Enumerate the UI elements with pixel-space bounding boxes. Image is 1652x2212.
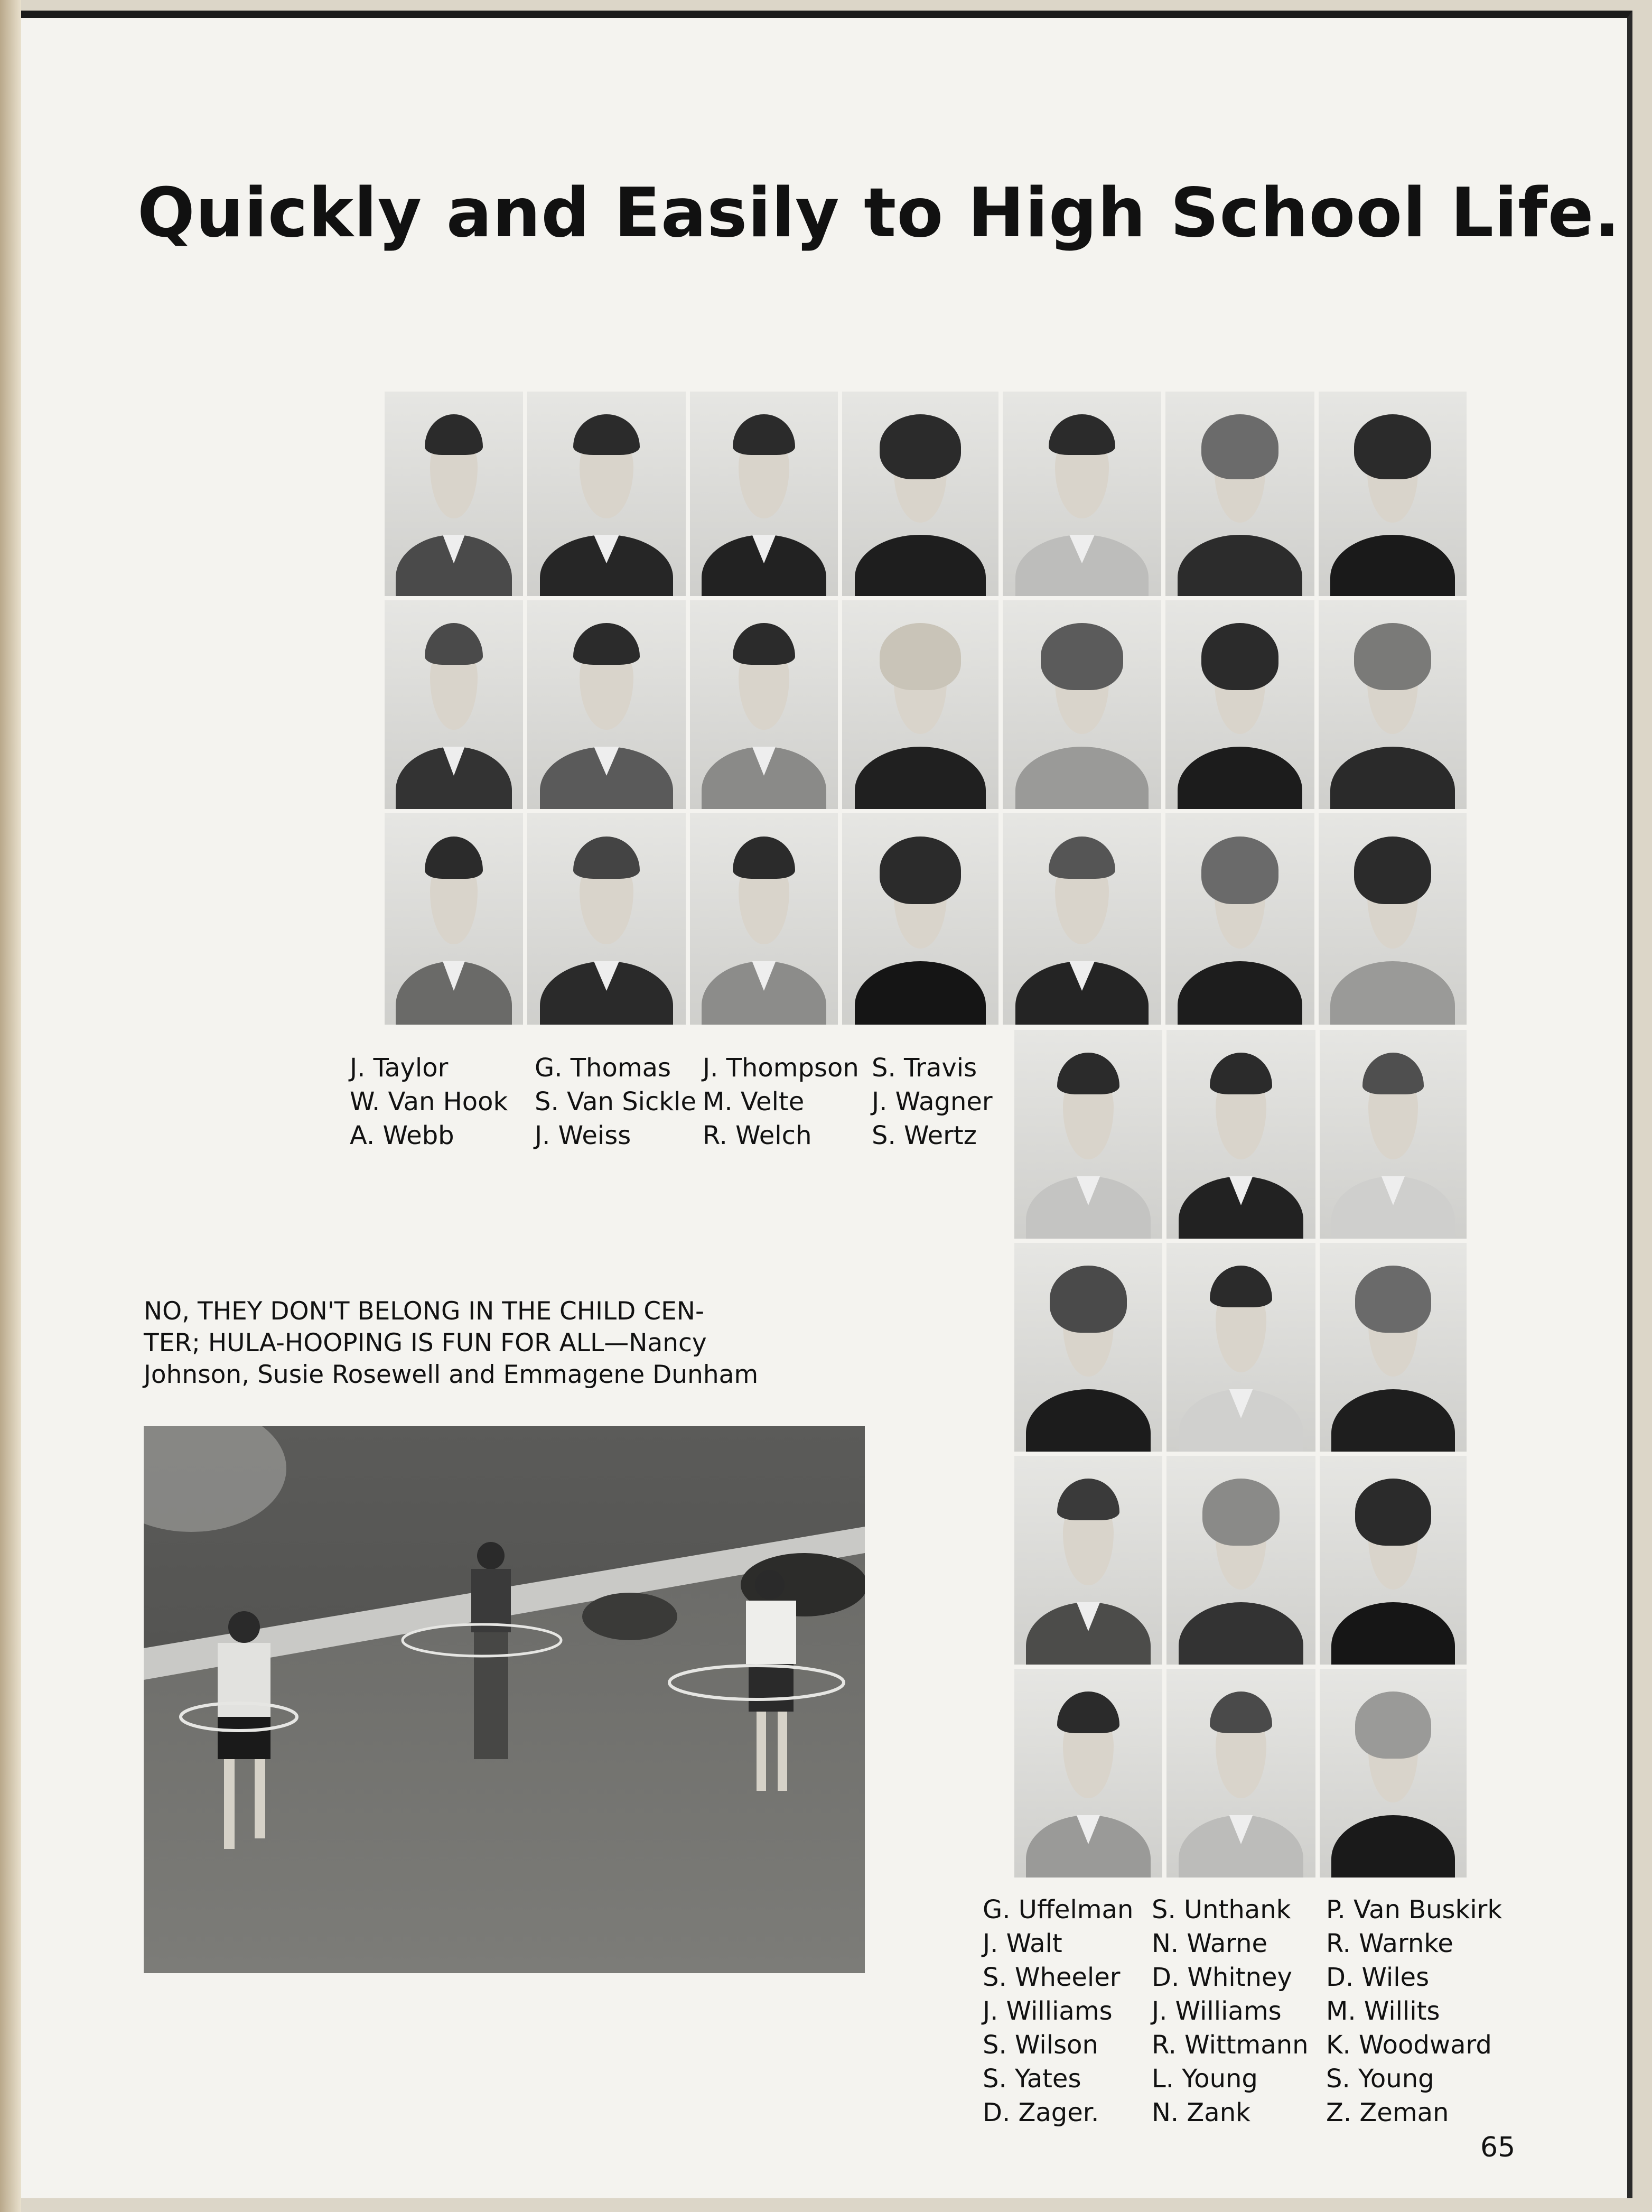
student-name: G. Thomas xyxy=(535,1053,671,1083)
portrait-photo xyxy=(1165,392,1314,596)
student-name: S. Wheeler xyxy=(983,1963,1121,1992)
name-column xyxy=(983,1893,1133,2130)
portrait-photo xyxy=(527,600,686,809)
student-name: S. Van Sickle xyxy=(535,1087,697,1117)
student-name: J. Taylor xyxy=(350,1053,449,1083)
portrait-photo xyxy=(1319,813,1467,1025)
portrait-photo xyxy=(527,392,686,596)
portrait-photo xyxy=(1166,1456,1315,1665)
portrait-photo xyxy=(1165,600,1314,809)
student-name: L. Young xyxy=(1152,2064,1258,2094)
portrait-photo xyxy=(690,392,838,596)
book-binding xyxy=(0,0,21,2212)
portrait-photo xyxy=(1014,1669,1162,1878)
student-name: A. Webb xyxy=(350,1121,454,1150)
portrait-photo xyxy=(1320,1243,1467,1452)
student-name: D. Wiles xyxy=(1326,1963,1430,1992)
student-name: J. Thompson xyxy=(703,1053,859,1083)
portrait-photo xyxy=(1320,1456,1467,1665)
portrait-photo xyxy=(842,392,998,596)
name-column xyxy=(350,1051,508,1153)
portrait-photo xyxy=(527,813,686,1025)
student-name: S. Young xyxy=(1326,2064,1434,2094)
student-name: N. Warne xyxy=(1152,1929,1268,1958)
page-number: 65 xyxy=(1480,2132,1516,2163)
student-name: J. Williams xyxy=(983,1996,1113,2026)
caption-line: Johnson, Susie Rosewell and Emmagene Dunham xyxy=(144,1360,759,1389)
student-name: W. Van Hook xyxy=(350,1087,508,1117)
portrait-photo xyxy=(1319,392,1467,596)
student-name: S. Travis xyxy=(872,1053,977,1083)
portrait-photo xyxy=(1166,1243,1315,1452)
portrait-photo xyxy=(1320,1669,1467,1878)
student-name: M. Willits xyxy=(1326,1996,1440,2026)
photo-caption xyxy=(144,1296,804,1391)
caption-line: TER; HULA-HOOPING IS FUN FOR ALL—Nancy xyxy=(144,1328,707,1358)
portrait-photo xyxy=(1165,813,1314,1025)
hula-hoop-photo xyxy=(144,1426,865,1973)
portrait-photo xyxy=(385,392,523,596)
student-name: R. Warnke xyxy=(1326,1929,1453,1958)
portrait-photo xyxy=(690,600,838,809)
portrait-photo xyxy=(1166,1669,1315,1878)
student-name: R. Welch xyxy=(703,1121,812,1150)
portrait-photo xyxy=(1014,1030,1162,1239)
portrait-photo xyxy=(1166,1030,1315,1239)
portrait-photo xyxy=(1003,600,1161,809)
portrait-photo xyxy=(1320,1030,1467,1239)
student-name: S. Wilson xyxy=(983,2030,1098,2060)
student-name: S. Yates xyxy=(983,2064,1081,2094)
name-column xyxy=(703,1051,859,1153)
student-name: G. Uffelman xyxy=(983,1895,1134,1925)
portrait-photo xyxy=(1003,392,1161,596)
portrait-photo xyxy=(1319,600,1467,809)
student-name: R. Wittmann xyxy=(1152,2030,1309,2060)
student-name: J. Weiss xyxy=(535,1121,631,1150)
portrait-photo xyxy=(1003,813,1161,1025)
student-name: S. Wertz xyxy=(872,1121,977,1150)
name-column xyxy=(872,1051,993,1153)
student-name: P. Van Buskirk xyxy=(1326,1895,1502,1925)
student-name: D. Whitney xyxy=(1152,1963,1292,1992)
name-column xyxy=(1152,1893,1309,2130)
student-name: K. Woodward xyxy=(1326,2030,1492,2060)
student-name: J. Wagner xyxy=(872,1087,993,1117)
student-name: S. Unthank xyxy=(1152,1895,1291,1925)
student-name: J. Williams xyxy=(1152,1996,1282,2026)
name-column xyxy=(535,1051,696,1153)
portrait-photo xyxy=(385,600,523,809)
portrait-photo xyxy=(385,813,523,1025)
student-name: M. Velte xyxy=(703,1087,805,1117)
page-title: Quickly and Easily to High School Life. xyxy=(137,174,1621,253)
portrait-photo xyxy=(1014,1456,1162,1665)
student-name: Z. Zeman xyxy=(1326,2098,1449,2127)
portrait-photo xyxy=(842,813,998,1025)
portrait-photo xyxy=(690,813,838,1025)
portrait-photo xyxy=(842,600,998,809)
hula-hoop-photo-illustration xyxy=(144,1426,865,1973)
name-column xyxy=(1326,1893,1502,2130)
student-name: D. Zager. xyxy=(983,2098,1099,2127)
yearbook-page xyxy=(21,11,1632,2198)
caption-line: NO, THEY DON'T BELONG IN THE CHILD CEN- xyxy=(144,1297,704,1326)
student-name: J. Walt xyxy=(983,1929,1062,1958)
student-name: N. Zank xyxy=(1152,2098,1250,2127)
portrait-photo xyxy=(1014,1243,1162,1452)
